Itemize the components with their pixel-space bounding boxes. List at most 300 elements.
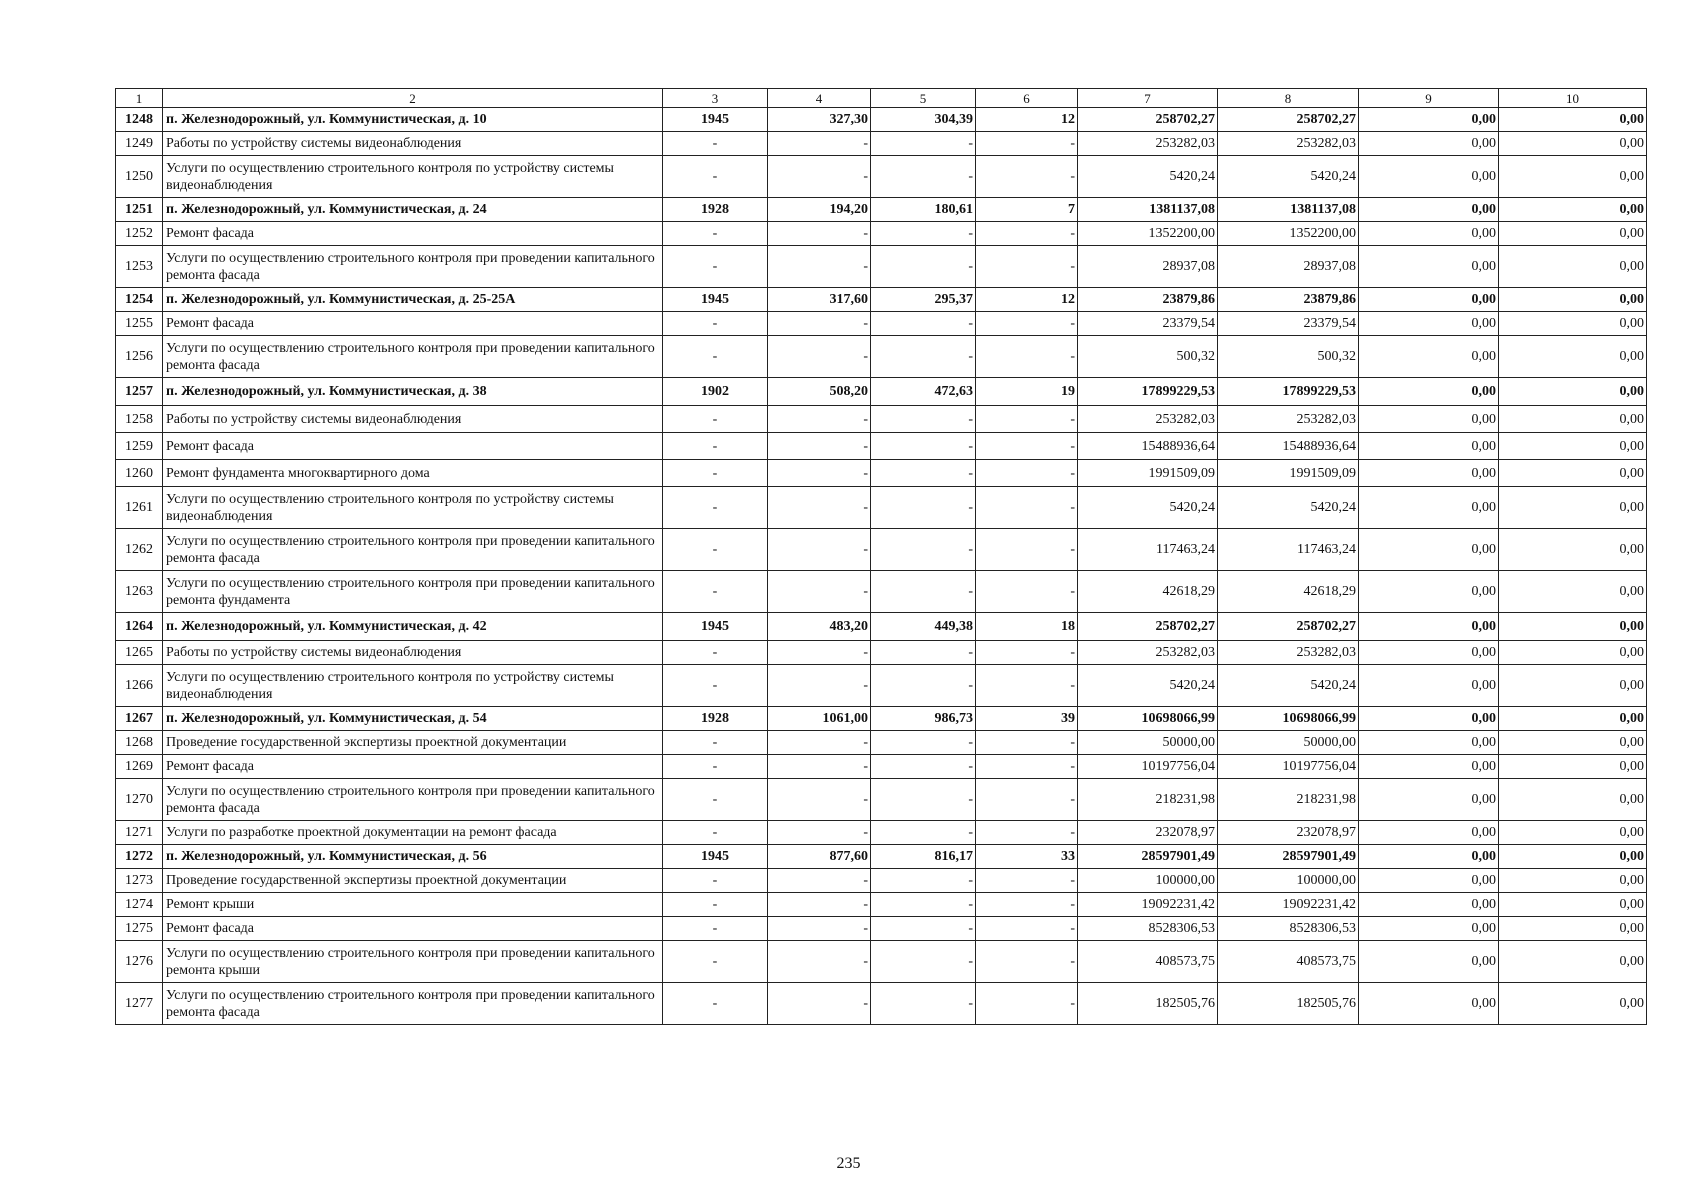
cost-budget-cell: 0,00 xyxy=(1359,983,1499,1025)
cost-owner-cell: 0,00 xyxy=(1499,433,1647,460)
cost-owner-cell: 0,00 xyxy=(1499,156,1647,198)
cost-fund-cell: 28597901,49 xyxy=(1218,845,1359,869)
area-total-cell: - xyxy=(768,983,871,1025)
cost-owner-cell: 0,00 xyxy=(1499,336,1647,378)
cost-budget-cell: 0,00 xyxy=(1359,246,1499,288)
row-number: 1263 xyxy=(116,571,163,613)
work-description: Ремонт фасада xyxy=(163,755,663,779)
cost-fund-cell: 253282,03 xyxy=(1218,641,1359,665)
cost-total-cell: 253282,03 xyxy=(1078,132,1218,156)
area-total-cell: 1061,00 xyxy=(768,707,871,731)
area-total-cell: - xyxy=(768,821,871,845)
cost-owner-cell: 0,00 xyxy=(1499,132,1647,156)
year-cell: - xyxy=(663,132,768,156)
cost-budget-cell: 0,00 xyxy=(1359,433,1499,460)
cost-owner-cell: 0,00 xyxy=(1499,378,1647,406)
year-cell: 1945 xyxy=(663,845,768,869)
work-row xyxy=(116,571,1647,613)
work-description: п. Железнодорожный, ул. Коммунистическая, д. 24 xyxy=(163,198,663,222)
cost-fund-cell: 258702,27 xyxy=(1218,108,1359,132)
area-total-cell: - xyxy=(768,433,871,460)
cost-total-cell: 258702,27 xyxy=(1078,108,1218,132)
row-number: 1264 xyxy=(116,613,163,641)
area-total-cell: - xyxy=(768,731,871,755)
work-description: п. Железнодорожный, ул. Коммунистическая, д. 56 xyxy=(163,845,663,869)
year-cell: - xyxy=(663,222,768,246)
year-cell: - xyxy=(663,869,768,893)
area-total-cell: 194,20 xyxy=(768,198,871,222)
cost-owner-cell: 0,00 xyxy=(1499,893,1647,917)
cost-fund-cell: 232078,97 xyxy=(1218,821,1359,845)
cost-budget-cell: 0,00 xyxy=(1359,132,1499,156)
cost-owner-cell: 0,00 xyxy=(1499,406,1647,433)
area-living-cell: - xyxy=(871,755,976,779)
address-row xyxy=(116,613,1647,641)
cost-budget-cell: 0,00 xyxy=(1359,755,1499,779)
work-row xyxy=(116,406,1647,433)
year-cell: - xyxy=(663,941,768,983)
area-living-cell: - xyxy=(871,665,976,707)
header-cell: 9 xyxy=(1359,89,1499,108)
address-row xyxy=(116,288,1647,312)
area-living-cell: - xyxy=(871,132,976,156)
cost-total-cell: 10197756,04 xyxy=(1078,755,1218,779)
row-number: 1261 xyxy=(116,487,163,529)
area-total-cell: 317,60 xyxy=(768,288,871,312)
row-number: 1276 xyxy=(116,941,163,983)
work-description: Услуги по осуществлению строительного контроля при проведении капитального ремонта крыши xyxy=(163,941,663,983)
work-row xyxy=(116,312,1647,336)
cost-total-cell: 28937,08 xyxy=(1078,246,1218,288)
cost-total-cell: 5420,24 xyxy=(1078,665,1218,707)
residents-cell: 19 xyxy=(976,378,1078,406)
cost-budget-cell: 0,00 xyxy=(1359,378,1499,406)
cost-fund-cell: 253282,03 xyxy=(1218,406,1359,433)
work-row xyxy=(116,983,1647,1025)
row-number: 1259 xyxy=(116,433,163,460)
cost-fund-cell: 1381137,08 xyxy=(1218,198,1359,222)
cost-owner-cell: 0,00 xyxy=(1499,641,1647,665)
cost-budget-cell: 0,00 xyxy=(1359,312,1499,336)
row-number: 1271 xyxy=(116,821,163,845)
cost-owner-cell: 0,00 xyxy=(1499,755,1647,779)
cost-owner-cell: 0,00 xyxy=(1499,941,1647,983)
work-row xyxy=(116,941,1647,983)
year-cell: - xyxy=(663,731,768,755)
work-row xyxy=(116,460,1647,487)
year-cell: 1945 xyxy=(663,613,768,641)
area-total-cell: - xyxy=(768,529,871,571)
residents-cell: 33 xyxy=(976,845,1078,869)
area-living-cell: - xyxy=(871,917,976,941)
work-description: Ремонт фундамента многоквартирного дома xyxy=(163,460,663,487)
header-cell: 4 xyxy=(768,89,871,108)
work-description: Услуги по осуществлению строительного контроля при проведении капитального ремонта фасада xyxy=(163,983,663,1025)
residents-cell: - xyxy=(976,312,1078,336)
cost-total-cell: 8528306,53 xyxy=(1078,917,1218,941)
cost-budget-cell: 0,00 xyxy=(1359,707,1499,731)
residents-cell: - xyxy=(976,755,1078,779)
cost-total-cell: 100000,00 xyxy=(1078,869,1218,893)
cost-total-cell: 253282,03 xyxy=(1078,641,1218,665)
area-total-cell: - xyxy=(768,312,871,336)
year-cell: 1902 xyxy=(663,378,768,406)
cost-fund-cell: 1991509,09 xyxy=(1218,460,1359,487)
header-cell: 8 xyxy=(1218,89,1359,108)
work-description: п. Железнодорожный, ул. Коммунистическая, д. 54 xyxy=(163,707,663,731)
work-description: Работы по устройству системы видеонаблюдения xyxy=(163,406,663,433)
cost-fund-cell: 408573,75 xyxy=(1218,941,1359,983)
area-living-cell: - xyxy=(871,487,976,529)
area-total-cell: - xyxy=(768,641,871,665)
cost-total-cell: 218231,98 xyxy=(1078,779,1218,821)
header-cell: 10 xyxy=(1499,89,1647,108)
cost-fund-cell: 218231,98 xyxy=(1218,779,1359,821)
area-living-cell: - xyxy=(871,529,976,571)
residents-cell: - xyxy=(976,246,1078,288)
cost-fund-cell: 5420,24 xyxy=(1218,156,1359,198)
cost-budget-cell: 0,00 xyxy=(1359,198,1499,222)
work-description: п. Железнодорожный, ул. Коммунистическая, д. 38 xyxy=(163,378,663,406)
work-description: Услуги по осуществлению строительного контроля по устройству системы видеонаблюдения xyxy=(163,156,663,198)
year-cell: - xyxy=(663,571,768,613)
cost-total-cell: 258702,27 xyxy=(1078,613,1218,641)
row-number: 1262 xyxy=(116,529,163,571)
address-row xyxy=(116,845,1647,869)
page-number: 235 xyxy=(836,1155,861,1172)
cost-owner-cell: 0,00 xyxy=(1499,917,1647,941)
area-living-cell: 449,38 xyxy=(871,613,976,641)
work-row xyxy=(116,222,1647,246)
row-number: 1273 xyxy=(116,869,163,893)
residents-cell: - xyxy=(976,460,1078,487)
cost-fund-cell: 500,32 xyxy=(1218,336,1359,378)
work-row xyxy=(116,529,1647,571)
work-description: Услуги по осуществлению строительного контроля при проведении капитального ремонта фасада xyxy=(163,779,663,821)
cost-fund-cell: 117463,24 xyxy=(1218,529,1359,571)
row-number: 1255 xyxy=(116,312,163,336)
work-description: Услуги по разработке проектной документации на ремонт фасада xyxy=(163,821,663,845)
residents-cell: - xyxy=(976,529,1078,571)
area-total-cell: - xyxy=(768,665,871,707)
cost-fund-cell: 23379,54 xyxy=(1218,312,1359,336)
work-description: Услуги по осуществлению строительного контроля при проведении капитального ремонта фасада xyxy=(163,246,663,288)
year-cell: - xyxy=(663,917,768,941)
cost-owner-cell: 0,00 xyxy=(1499,487,1647,529)
cost-owner-cell: 0,00 xyxy=(1499,288,1647,312)
row-number: 1252 xyxy=(116,222,163,246)
area-living-cell: - xyxy=(871,312,976,336)
cost-fund-cell: 5420,24 xyxy=(1218,665,1359,707)
year-cell: - xyxy=(663,312,768,336)
area-living-cell: 986,73 xyxy=(871,707,976,731)
work-row xyxy=(116,821,1647,845)
area-total-cell: 877,60 xyxy=(768,845,871,869)
cost-fund-cell: 23879,86 xyxy=(1218,288,1359,312)
work-description: Работы по устройству системы видеонаблюдения xyxy=(163,132,663,156)
residents-cell: 39 xyxy=(976,707,1078,731)
cost-fund-cell: 258702,27 xyxy=(1218,613,1359,641)
cost-fund-cell: 10698066,99 xyxy=(1218,707,1359,731)
row-number: 1254 xyxy=(116,288,163,312)
area-living-cell: - xyxy=(871,156,976,198)
area-total-cell: - xyxy=(768,941,871,983)
area-living-cell: - xyxy=(871,821,976,845)
work-description: Услуги по осуществлению строительного контроля по устройству системы видеонаблюдения xyxy=(163,665,663,707)
cost-total-cell: 253282,03 xyxy=(1078,406,1218,433)
area-living-cell: - xyxy=(871,433,976,460)
cost-budget-cell: 0,00 xyxy=(1359,869,1499,893)
cost-total-cell: 42618,29 xyxy=(1078,571,1218,613)
cost-fund-cell: 28937,08 xyxy=(1218,246,1359,288)
residents-cell: 12 xyxy=(976,108,1078,132)
year-cell: - xyxy=(663,821,768,845)
year-cell: 1928 xyxy=(663,198,768,222)
year-cell: - xyxy=(663,779,768,821)
cost-fund-cell: 1352200,00 xyxy=(1218,222,1359,246)
area-total-cell: - xyxy=(768,336,871,378)
cost-owner-cell: 0,00 xyxy=(1499,983,1647,1025)
cost-owner-cell: 0,00 xyxy=(1499,779,1647,821)
work-row xyxy=(116,336,1647,378)
cost-budget-cell: 0,00 xyxy=(1359,821,1499,845)
row-number: 1277 xyxy=(116,983,163,1025)
residents-cell: - xyxy=(976,571,1078,613)
work-description: п. Железнодорожный, ул. Коммунистическая, д. 25-25А xyxy=(163,288,663,312)
cost-fund-cell: 50000,00 xyxy=(1218,731,1359,755)
work-row xyxy=(116,156,1647,198)
work-row xyxy=(116,641,1647,665)
row-number: 1270 xyxy=(116,779,163,821)
cost-budget-cell: 0,00 xyxy=(1359,406,1499,433)
area-total-cell: - xyxy=(768,132,871,156)
year-cell: - xyxy=(663,246,768,288)
cost-total-cell: 10698066,99 xyxy=(1078,707,1218,731)
area-living-cell: 295,37 xyxy=(871,288,976,312)
area-living-cell: - xyxy=(871,571,976,613)
residents-cell: - xyxy=(976,941,1078,983)
residents-cell: - xyxy=(976,156,1078,198)
residents-cell: - xyxy=(976,641,1078,665)
row-number: 1248 xyxy=(116,108,163,132)
cost-total-cell: 1381137,08 xyxy=(1078,198,1218,222)
header-cell: 5 xyxy=(871,89,976,108)
row-number: 1266 xyxy=(116,665,163,707)
work-description: Услуги по осуществлению строительного контроля при проведении капитального ремонта фасада xyxy=(163,529,663,571)
cost-owner-cell: 0,00 xyxy=(1499,613,1647,641)
row-number: 1257 xyxy=(116,378,163,406)
work-description: п. Железнодорожный, ул. Коммунистическая, д. 42 xyxy=(163,613,663,641)
area-living-cell: - xyxy=(871,222,976,246)
residents-cell: 7 xyxy=(976,198,1078,222)
cost-budget-cell: 0,00 xyxy=(1359,641,1499,665)
area-living-cell: - xyxy=(871,336,976,378)
year-cell: - xyxy=(663,665,768,707)
cost-total-cell: 1352200,00 xyxy=(1078,222,1218,246)
area-living-cell: - xyxy=(871,246,976,288)
area-total-cell: - xyxy=(768,869,871,893)
cost-total-cell: 182505,76 xyxy=(1078,983,1218,1025)
area-total-cell: - xyxy=(768,487,871,529)
row-number: 1269 xyxy=(116,755,163,779)
area-total-cell: - xyxy=(768,460,871,487)
work-row xyxy=(116,665,1647,707)
address-row xyxy=(116,108,1647,132)
cost-budget-cell: 0,00 xyxy=(1359,571,1499,613)
cost-total-cell: 17899229,53 xyxy=(1078,378,1218,406)
area-living-cell: - xyxy=(871,983,976,1025)
year-cell: 1945 xyxy=(663,108,768,132)
cost-budget-cell: 0,00 xyxy=(1359,665,1499,707)
residents-cell: - xyxy=(976,433,1078,460)
work-row xyxy=(116,487,1647,529)
row-number: 1265 xyxy=(116,641,163,665)
cost-total-cell: 19092231,42 xyxy=(1078,893,1218,917)
cost-budget-cell: 0,00 xyxy=(1359,460,1499,487)
row-number: 1249 xyxy=(116,132,163,156)
cost-fund-cell: 19092231,42 xyxy=(1218,893,1359,917)
residents-cell: - xyxy=(976,487,1078,529)
work-description: Услуги по осуществлению строительного контроля при проведении капитального ремонта фасада xyxy=(163,336,663,378)
work-description: Ремонт фасада xyxy=(163,433,663,460)
area-total-cell: - xyxy=(768,406,871,433)
row-number: 1256 xyxy=(116,336,163,378)
area-living-cell: 180,61 xyxy=(871,198,976,222)
area-total-cell: 327,30 xyxy=(768,108,871,132)
cost-total-cell: 23379,54 xyxy=(1078,312,1218,336)
work-row xyxy=(116,869,1647,893)
row-number: 1258 xyxy=(116,406,163,433)
work-description: Проведение государственной экспертизы проектной документации xyxy=(163,731,663,755)
cost-owner-cell: 0,00 xyxy=(1499,821,1647,845)
year-cell: - xyxy=(663,529,768,571)
year-cell: - xyxy=(663,336,768,378)
work-row xyxy=(116,917,1647,941)
cost-fund-cell: 5420,24 xyxy=(1218,487,1359,529)
residents-cell: - xyxy=(976,222,1078,246)
year-cell: - xyxy=(663,893,768,917)
cost-budget-cell: 0,00 xyxy=(1359,156,1499,198)
cost-total-cell: 28597901,49 xyxy=(1078,845,1218,869)
work-description: Услуги по осуществлению строительного контроля по устройству системы видеонаблюдения xyxy=(163,487,663,529)
residents-cell: - xyxy=(976,869,1078,893)
area-total-cell: 508,20 xyxy=(768,378,871,406)
work-description: Услуги по осуществлению строительного контроля при проведении капитального ремонта фундамента xyxy=(163,571,663,613)
capital-repair-table xyxy=(115,88,1647,1025)
work-row xyxy=(116,132,1647,156)
area-living-cell: - xyxy=(871,731,976,755)
cost-owner-cell: 0,00 xyxy=(1499,222,1647,246)
year-cell: - xyxy=(663,641,768,665)
area-total-cell: - xyxy=(768,779,871,821)
area-total-cell: - xyxy=(768,222,871,246)
work-row xyxy=(116,893,1647,917)
cost-owner-cell: 0,00 xyxy=(1499,845,1647,869)
column-number-row xyxy=(116,89,1647,108)
year-cell: - xyxy=(663,460,768,487)
cost-budget-cell: 0,00 xyxy=(1359,917,1499,941)
work-description: п. Железнодорожный, ул. Коммунистическая, д. 10 xyxy=(163,108,663,132)
cost-budget-cell: 0,00 xyxy=(1359,731,1499,755)
cost-owner-cell: 0,00 xyxy=(1499,731,1647,755)
row-number: 1268 xyxy=(116,731,163,755)
header-cell: 6 xyxy=(976,89,1078,108)
area-total-cell: - xyxy=(768,755,871,779)
cost-budget-cell: 0,00 xyxy=(1359,222,1499,246)
cost-owner-cell: 0,00 xyxy=(1499,246,1647,288)
row-number: 1260 xyxy=(116,460,163,487)
header-cell: 2 xyxy=(163,89,663,108)
cost-fund-cell: 100000,00 xyxy=(1218,869,1359,893)
residents-cell: - xyxy=(976,132,1078,156)
cost-owner-cell: 0,00 xyxy=(1499,312,1647,336)
work-row xyxy=(116,779,1647,821)
cost-owner-cell: 0,00 xyxy=(1499,529,1647,571)
residents-cell: - xyxy=(976,893,1078,917)
residents-cell: - xyxy=(976,731,1078,755)
residents-cell: - xyxy=(976,983,1078,1025)
residents-cell: - xyxy=(976,779,1078,821)
cost-fund-cell: 8528306,53 xyxy=(1218,917,1359,941)
area-total-cell: 483,20 xyxy=(768,613,871,641)
cost-total-cell: 408573,75 xyxy=(1078,941,1218,983)
work-row xyxy=(116,433,1647,460)
table-body xyxy=(116,89,1647,1025)
header-cell: 1 xyxy=(116,89,163,108)
residents-cell: 18 xyxy=(976,613,1078,641)
cost-budget-cell: 0,00 xyxy=(1359,288,1499,312)
row-number: 1251 xyxy=(116,198,163,222)
cost-owner-cell: 0,00 xyxy=(1499,869,1647,893)
cost-total-cell: 232078,97 xyxy=(1078,821,1218,845)
work-description: Ремонт фасада xyxy=(163,917,663,941)
row-number: 1267 xyxy=(116,707,163,731)
cost-owner-cell: 0,00 xyxy=(1499,707,1647,731)
address-row xyxy=(116,707,1647,731)
cost-owner-cell: 0,00 xyxy=(1499,571,1647,613)
row-number: 1250 xyxy=(116,156,163,198)
year-cell: - xyxy=(663,755,768,779)
row-number: 1253 xyxy=(116,246,163,288)
year-cell: - xyxy=(663,406,768,433)
cost-owner-cell: 0,00 xyxy=(1499,460,1647,487)
work-description: Работы по устройству системы видеонаблюдения xyxy=(163,641,663,665)
year-cell: - xyxy=(663,487,768,529)
cost-total-cell: 23879,86 xyxy=(1078,288,1218,312)
area-living-cell: 816,17 xyxy=(871,845,976,869)
area-living-cell: - xyxy=(871,779,976,821)
cost-budget-cell: 0,00 xyxy=(1359,336,1499,378)
cost-budget-cell: 0,00 xyxy=(1359,941,1499,983)
area-living-cell: - xyxy=(871,869,976,893)
residents-cell: - xyxy=(976,336,1078,378)
cost-budget-cell: 0,00 xyxy=(1359,108,1499,132)
cost-total-cell: 500,32 xyxy=(1078,336,1218,378)
cost-total-cell: 1991509,09 xyxy=(1078,460,1218,487)
year-cell: - xyxy=(663,156,768,198)
area-living-cell: 304,39 xyxy=(871,108,976,132)
address-row xyxy=(116,378,1647,406)
address-row xyxy=(116,198,1647,222)
cost-owner-cell: 0,00 xyxy=(1499,665,1647,707)
year-cell: - xyxy=(663,433,768,460)
year-cell: 1928 xyxy=(663,707,768,731)
cost-total-cell: 117463,24 xyxy=(1078,529,1218,571)
residents-cell: - xyxy=(976,406,1078,433)
residents-cell: - xyxy=(976,665,1078,707)
row-number: 1272 xyxy=(116,845,163,869)
cost-fund-cell: 253282,03 xyxy=(1218,132,1359,156)
